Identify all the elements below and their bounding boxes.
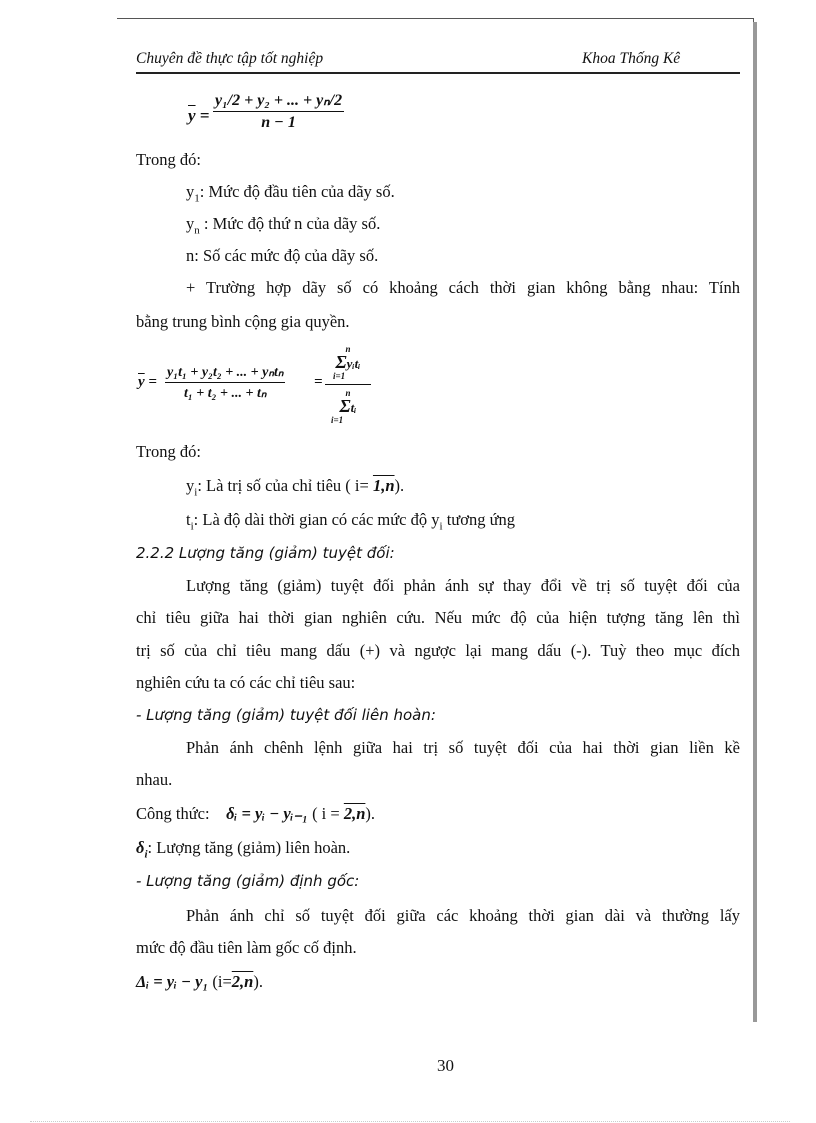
formula1-fraction	[213, 90, 344, 132]
def-ti: $t_i$: Là độ dài thời gian có các mức độ $y_i$ tương ứng	[186, 510, 516, 533]
para1-line3: trị số của chỉ tiêu mang dấu (+) và ngược lại mang dấu (-). Tuỳ theo mục đích	[136, 641, 740, 660]
def-y1: $y_1$: Mức độ đầu tiên của dãy số.	[186, 182, 395, 205]
formula2-sum-den: n Σtᵢ i=1	[331, 388, 357, 425]
page-header	[136, 46, 740, 74]
def-yi: $y_i$: Là trị số của chỉ tiêu ( i= 1,n).	[186, 476, 405, 499]
section-heading: 2.2.2 Lượng tăng (giảm) tuyệt đối:	[136, 544, 395, 562]
para2-line2: nhau.	[136, 770, 173, 789]
para1-line4: nghiên cứu ta có các chỉ tiêu sau:	[136, 673, 356, 692]
header-right: Khoa Thống Kê	[582, 50, 681, 67]
formula2-denominator: t₁ + t₂ + ... + tₙ	[183, 386, 267, 401]
para1-line1: Lượng tăng (giảm) tuyệt đối phản ánh sự thay đổi về trị số tuyệt đối của	[186, 576, 740, 595]
formula2-sum-num: n Σyᵢtᵢ i=1	[325, 343, 371, 385]
formula2-fraction1	[165, 364, 285, 402]
para3-line2: mức độ đầu tiên làm gốc cố định.	[136, 938, 357, 957]
formula1-numerator: y₁/2 + y₂ + ... + yₙ/2	[213, 90, 344, 112]
where1-label: Trong đó:	[136, 150, 201, 169]
delta-def: $\delta_i$: Lượng tăng (giảm) liên hoàn.	[136, 838, 351, 861]
formula2-lhs: $\overline{y}$ =	[138, 374, 157, 390]
case2-line2: bằng trung bình cộng gia quyền.	[136, 312, 350, 331]
page-number: 30	[437, 1056, 454, 1075]
where2-label: Trong đó:	[136, 442, 201, 461]
def-yn: $y_n$ : Mức độ thứ n của dãy số.	[186, 214, 381, 237]
header-left: Chuyên đề thực tập tốt nghiệp	[136, 50, 324, 67]
formula2-numerator: y₁t₁ + y₂t₂ + ... + yₙtₙ	[165, 364, 285, 383]
formula1-lhs: $\overline{y}$ =	[188, 106, 210, 125]
page-bottom-divider	[30, 1121, 790, 1122]
formula3-line: Công thức: δᵢ = yᵢ − yᵢ₋₁ ( i = 2,n).	[136, 804, 376, 823]
formula4-line: Δᵢ = yᵢ − y₁ (i=2,n).	[136, 972, 263, 991]
subheading-base: - Lượng tăng (giảm) định gốc:	[136, 872, 360, 890]
formula1-denominator: n − 1	[261, 114, 296, 131]
para3-line1: Phản ánh chỉ số tuyệt đối giữa các khoảng thời gian dài và thường lấy	[186, 906, 740, 925]
subheading-chain: - Lượng tăng (giảm) tuyệt đối liên hoàn:	[136, 706, 436, 724]
def-n: n: Số các mức độ của dãy số.	[186, 246, 379, 265]
formula2-equals: =	[314, 374, 323, 390]
page-frame-shadow	[753, 22, 757, 1022]
case2-line1: + Trường hợp dãy số có khoảng cách thời gian không bằng nhau: Tính	[186, 278, 740, 297]
para1-line2: chỉ tiêu giữa hai thời gian nghiên cứu. Nếu mức độ của hiện tượng tăng lên thì	[136, 608, 740, 627]
formula2-fraction2	[325, 343, 371, 427]
para2-line1: Phản ánh chênh lệnh giữa hai trị số tuyệt đối của hai thời gian liền kề	[186, 738, 740, 757]
